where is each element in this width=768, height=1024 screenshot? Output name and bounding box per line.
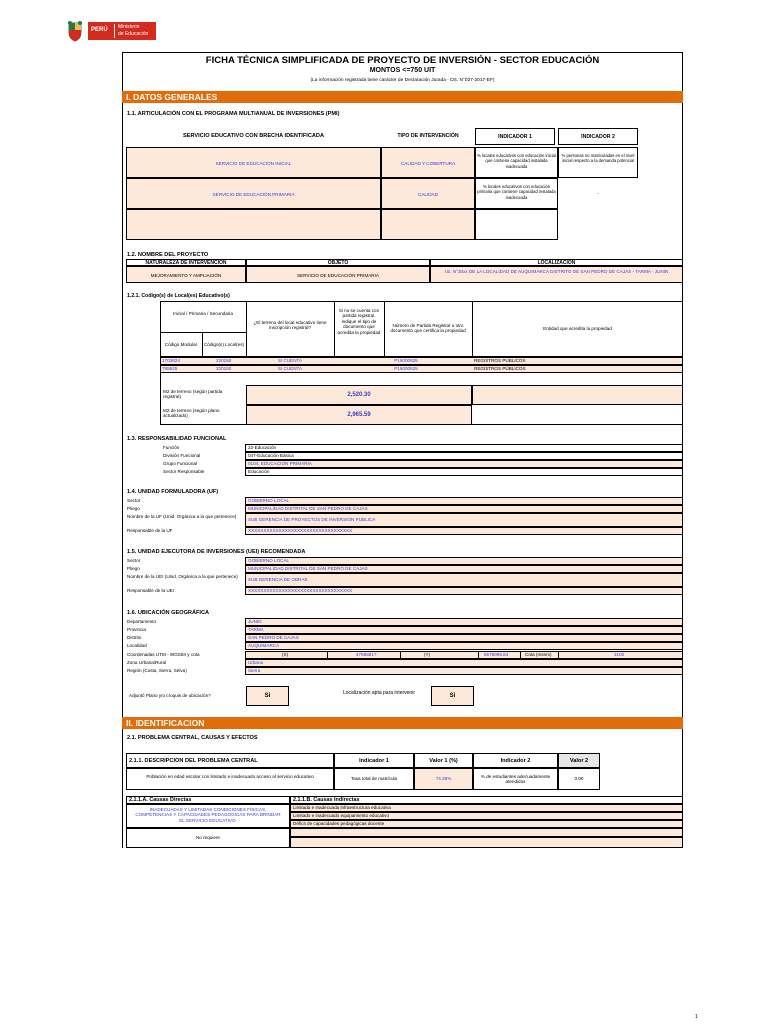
pmi-row2-servicio: SERVICIO DE EDUCACIÓN PRIMARIA xyxy=(126,178,381,209)
codigo-row2-partida: P16000525 xyxy=(394,366,418,371)
uf-value-0: GOBIERNO LOCAL xyxy=(245,497,683,505)
geo-value-1: TARMA xyxy=(245,626,683,634)
val1-header: Valor 1 (%) xyxy=(414,753,473,768)
coord-y-label: (Y) xyxy=(424,652,431,657)
m2-plano-label: M2 de terreno (según plano actualizado) xyxy=(163,408,220,419)
codigo-header-tipo-doc: Si no se cuenta con partida registral, indique el tipo de documento que acredita la propiedad xyxy=(337,308,381,335)
codigo-row1-modular: 1703824 xyxy=(162,358,180,363)
m2-partida-extra xyxy=(472,385,683,405)
plano-label: Adjuntó Plano y/o croquis de ubicación? xyxy=(129,693,211,698)
causas-ind-blank-1 xyxy=(290,828,683,837)
nombre-header-objeto: OBJETO xyxy=(246,259,430,266)
coords-sep-2 xyxy=(400,651,401,659)
nombre-objeto: SERVICIO DE EDUCACIÓN PRIMARIA xyxy=(246,266,430,283)
coord-y-value: 8675095.84 xyxy=(484,652,509,657)
coords-sep-4 xyxy=(520,651,521,659)
nombre-title: 1.2. NOMBRE DEL PROYECTO xyxy=(127,252,209,258)
codigo-header-nivel: Inicial / Primaria / Secundaria xyxy=(173,311,233,316)
resp-value-2: 0104. EDUCACIÓN PRIMARIA xyxy=(245,460,683,468)
codigo-row2-modular: 785925 xyxy=(162,366,178,371)
pmi-header-ind1: INDICADOR 1 xyxy=(475,128,555,145)
region-value: Sierra xyxy=(245,667,683,675)
uf-label-0: Sector xyxy=(127,498,141,503)
pmi-header-tipo: TIPO DE INTERVENCIÓN xyxy=(397,133,459,139)
uei-title: 1.5. UNIDAD EJECUTORA DE INVERSIONES (UEI) RECOMENDADA xyxy=(127,549,306,555)
causa-indirecta-0: Limitada e inadecuada infraestructura educativa xyxy=(290,804,683,812)
codigo-vline-4 xyxy=(384,301,385,357)
ind2-header: Indicador 2 xyxy=(473,753,558,768)
uf-value-2: SUB GERENCIA DE PROYECTOS DE INVERSION PUBLICA xyxy=(245,513,683,527)
resp-value-3: Educación xyxy=(245,468,683,476)
causas-ind-title: 2.1.1.B. Causas Indirectas xyxy=(290,796,683,804)
uf-value-3: XXXXXXXXXXXXXXXXXXXXXXXXXXXXXXXXXX xyxy=(245,527,683,535)
coord-x-label: (X) xyxy=(282,652,289,657)
geo-value-2: SAN PEDRO DE CAJAS xyxy=(245,634,683,642)
codigo-header-entidad: Entidad que acredita la propiedad xyxy=(543,326,612,331)
codigo-row2-inscrito: SI CUENTA xyxy=(277,366,303,371)
ministry-logo xyxy=(66,20,156,42)
codigo-vline-2 xyxy=(246,301,247,357)
geo-label-0: Departamento xyxy=(127,619,157,624)
codigo-header-inscrito: ¿El terreno del local educativo tiene inscripción registral? xyxy=(253,320,327,331)
region-label: Región (Costa, Sierra, Selva) xyxy=(127,668,187,673)
m2-partida-label: M2 de terreno (según partida registral) xyxy=(163,389,223,400)
coords-label: Coordenadas UTM - WGS84 y cota xyxy=(127,652,200,657)
nombre-localizacion: I.E. N°30xx DE LA LOCALIDAD DE AUQUIMARCA DISTRITO DE SAN PEDRO DE CAJAS - TARMA - JUNIN xyxy=(430,266,683,283)
zona-label: Zona Urbana/Rural xyxy=(127,660,167,665)
codigo-row1-inscrito: SI CUENTA xyxy=(277,358,303,363)
codigo-row1-local: 220150 xyxy=(216,358,232,363)
zona-value: Urbana xyxy=(245,659,683,667)
pmi-row2-tipo: CALIDAD xyxy=(381,178,475,209)
form-title: FICHA TÉCNICA SIMPLIFICADA DE PROYECTO DE INVERSIÓN - SECTOR EDUCACIÓN xyxy=(205,55,600,66)
codigo-title: 1.2.1. Codigo(s) de Local(es) Educativo(s) xyxy=(127,293,230,299)
cota-label: Cota (msnm) xyxy=(525,652,552,657)
resp-value-0: 22-Educación xyxy=(245,444,683,452)
coords-sep-3 xyxy=(478,651,479,659)
no-requiere: No requiere xyxy=(126,828,290,848)
pmi-row2-ind1: % locales educativos con educación primaria que contiene capacidad instalada inadecuada xyxy=(475,178,558,209)
logo-divider xyxy=(114,24,115,38)
resp-label-1: División Funcional xyxy=(163,453,201,458)
ind1-value: Tasa total de matrícula xyxy=(334,768,414,790)
coords-sep-1 xyxy=(327,651,328,659)
problema-text: Población en edad escolar con limitado e inadecuado acceso al servicio educativo xyxy=(126,768,334,790)
cota-value: 3100 xyxy=(614,652,625,657)
uf-label-1: Pliego xyxy=(127,506,140,511)
pmi-row3-tipo xyxy=(381,209,475,240)
uf-label-3: Responsable de la UF xyxy=(127,528,173,533)
peru-flag-block xyxy=(88,22,156,40)
page-number: 1 xyxy=(695,1014,698,1020)
resp-label-0: Función xyxy=(163,445,180,450)
pmi-row1-ind1: % locales educativos con educación inicial que contiene capacidad instalada inadecuada xyxy=(475,147,558,178)
nombre-header-naturaleza: NATURALEZA DE INTERVENCIÓN xyxy=(126,259,246,266)
codigo-header-modular: Código Modular xyxy=(164,342,198,347)
uf-label-2: Nombre de la UF (Unid. Orgánica a la que pertenece) xyxy=(127,514,237,519)
m2-partida-value: 2,520.30 xyxy=(246,385,472,405)
codigo-row1-entidad: REGISTROS PÚBLICOS xyxy=(474,358,526,363)
pmi-title: 1.1. ARTICULACIÓN CON EL PROGRAMA MULTIANUAL DE INVERSIONES (PMI) xyxy=(127,111,340,117)
pmi-header-ind2: INDICADOR 2 xyxy=(558,128,638,145)
geo-label-2: Distrito xyxy=(127,635,142,640)
geo-label-1: Provincia xyxy=(127,627,146,632)
plano-value: Si xyxy=(246,686,289,706)
codigo-vline-3 xyxy=(334,301,335,357)
nombre-naturaleza: MEJORAMIENTO Y AMPLIACIÓN xyxy=(126,266,246,283)
desc-header: 2.1.1. DESCRIPCION DEL PROBLEMA CENTRAL xyxy=(126,753,334,768)
uei-value-2: SUB GERENCIA DE OBRAS xyxy=(245,573,683,587)
uei-label-2: Nombre de la UEI (Unid. Orgánica a la que pertenece) xyxy=(127,574,238,579)
loc-value: Si xyxy=(431,686,474,706)
loc-label: Localización apta para intervenir xyxy=(343,690,415,696)
section-identificacion: II. IDENTIFICACION xyxy=(122,717,683,729)
causas-dir-title: 2.1.1.A. Causas Directas xyxy=(126,796,290,804)
codigo-header-local: Código(s) Local(es) xyxy=(203,342,245,347)
ministry-line1: Ministerio xyxy=(118,24,140,30)
coord-x-value: 4758881? xyxy=(356,652,377,657)
causa-indirecta-1: Limitado e inadecuado equipamiento educativo xyxy=(290,812,683,820)
uei-value-1: MUNICIPALIDAD DISTRITAL DE SAN PEDRO DE CAJAS xyxy=(245,565,683,573)
problema-title: 2.1. PROBLEMA CENTRAL, CAUSAS Y EFECTOS xyxy=(127,735,258,741)
uei-value-3: XXXXXXXXXXXXXXXXXXXXXXXXXXXXXXXXXX xyxy=(245,587,683,595)
resp-title: 1.3. RESPONSABILIDAD FUNCIONAL xyxy=(127,436,227,442)
form-subtitle: MONTOS <=750 UIT xyxy=(369,67,436,74)
uei-value-0: GOBIERNO LOCAL xyxy=(245,557,683,565)
uei-label-1: Pliego xyxy=(127,566,140,571)
geo-value-3: AUQUIMARCA xyxy=(245,642,683,650)
pmi-header-servicio: SERVICIO EDUCATIVO CON BRECHA IDENTIFICADA xyxy=(183,133,324,139)
uf-value-1: MUNICIPALIDAD DISTRITAL DE SAN PEDRO DE CAJAS xyxy=(245,505,683,513)
causa-directa: INADECUADAS Y LIMITADAS CONDICIONES FÍSICAS, COMPETENCIAS Y CAPACIDADES PEDAGOGICAS PARA BRINDAR EL SERVICIO EDUCATIVO. xyxy=(126,804,290,828)
geo-value-0: JUNIN xyxy=(245,618,683,626)
section-datos-generales: I. DATOS GENERALES xyxy=(122,91,683,103)
val2-header: Valor 2 xyxy=(558,753,600,768)
geo-label-3: Localidad xyxy=(127,643,147,648)
ministry-line2: de Educación xyxy=(118,31,149,37)
resp-value-1: 047-Educación Básica xyxy=(245,452,683,460)
codigo-row1-partida: P16000525 xyxy=(394,358,418,363)
pmi-row3-ind1 xyxy=(475,209,558,240)
resp-label-2: Grupo Funcional xyxy=(163,461,197,466)
codigo-row2-local: 220150 xyxy=(216,366,232,371)
resp-label-3: Sector Responsable xyxy=(163,469,205,474)
pmi-row2-ind2: - xyxy=(597,191,599,196)
pmi-row1-ind2: % personas no matriculadas en el nivel inicial respecto a la demanda potencial xyxy=(558,147,638,178)
geo-title: 1.6. UBICACIÓN GEOGRÁFICA xyxy=(127,610,210,616)
causas-ind-blank-2 xyxy=(290,837,683,848)
m2-plano-value: 2,965.59 xyxy=(246,405,472,425)
ind2-value: % de estudiantes adecuadamente atendidos xyxy=(473,768,558,790)
val2-value: 0.00 xyxy=(558,768,600,790)
pmi-row1-servicio: SERVICIO DE EDUCACIÓN INICIAL xyxy=(126,147,381,178)
uei-label-3: Responsable de la UEI xyxy=(127,588,174,593)
form-note: (La información registrada tiene carácter de Declaración Jurada - DS. N°027-2017-EF) xyxy=(310,78,495,83)
causa-indirecta-2: Déficit de capacidades pedagógicas docente xyxy=(290,820,683,828)
codigo-header-partida: Número de Partida Registral u otro documento que certifica la propiedad xyxy=(390,323,466,334)
pmi-row1-tipo: CALIDAD Y COBERTURA xyxy=(381,147,475,178)
codigo-row2-entidad: REGISTROS PÚBLICOS xyxy=(474,366,526,371)
uei-label-0: Sector xyxy=(127,558,141,563)
country-label: PERÚ xyxy=(91,27,108,33)
nombre-header-localizacion: LOCALIZACIÓN xyxy=(430,259,683,266)
pmi-row3-servicio xyxy=(126,209,381,240)
val1-value: 74.28% xyxy=(414,768,473,790)
coords-sep-5 xyxy=(558,651,559,659)
ind1-header: Indicador 1 xyxy=(334,753,414,768)
codigo-header-split xyxy=(160,332,246,333)
uf-title: 1.4. UNIDAD FORMULADORA (UF) xyxy=(127,489,219,495)
coat-of-arms-icon xyxy=(66,20,84,42)
